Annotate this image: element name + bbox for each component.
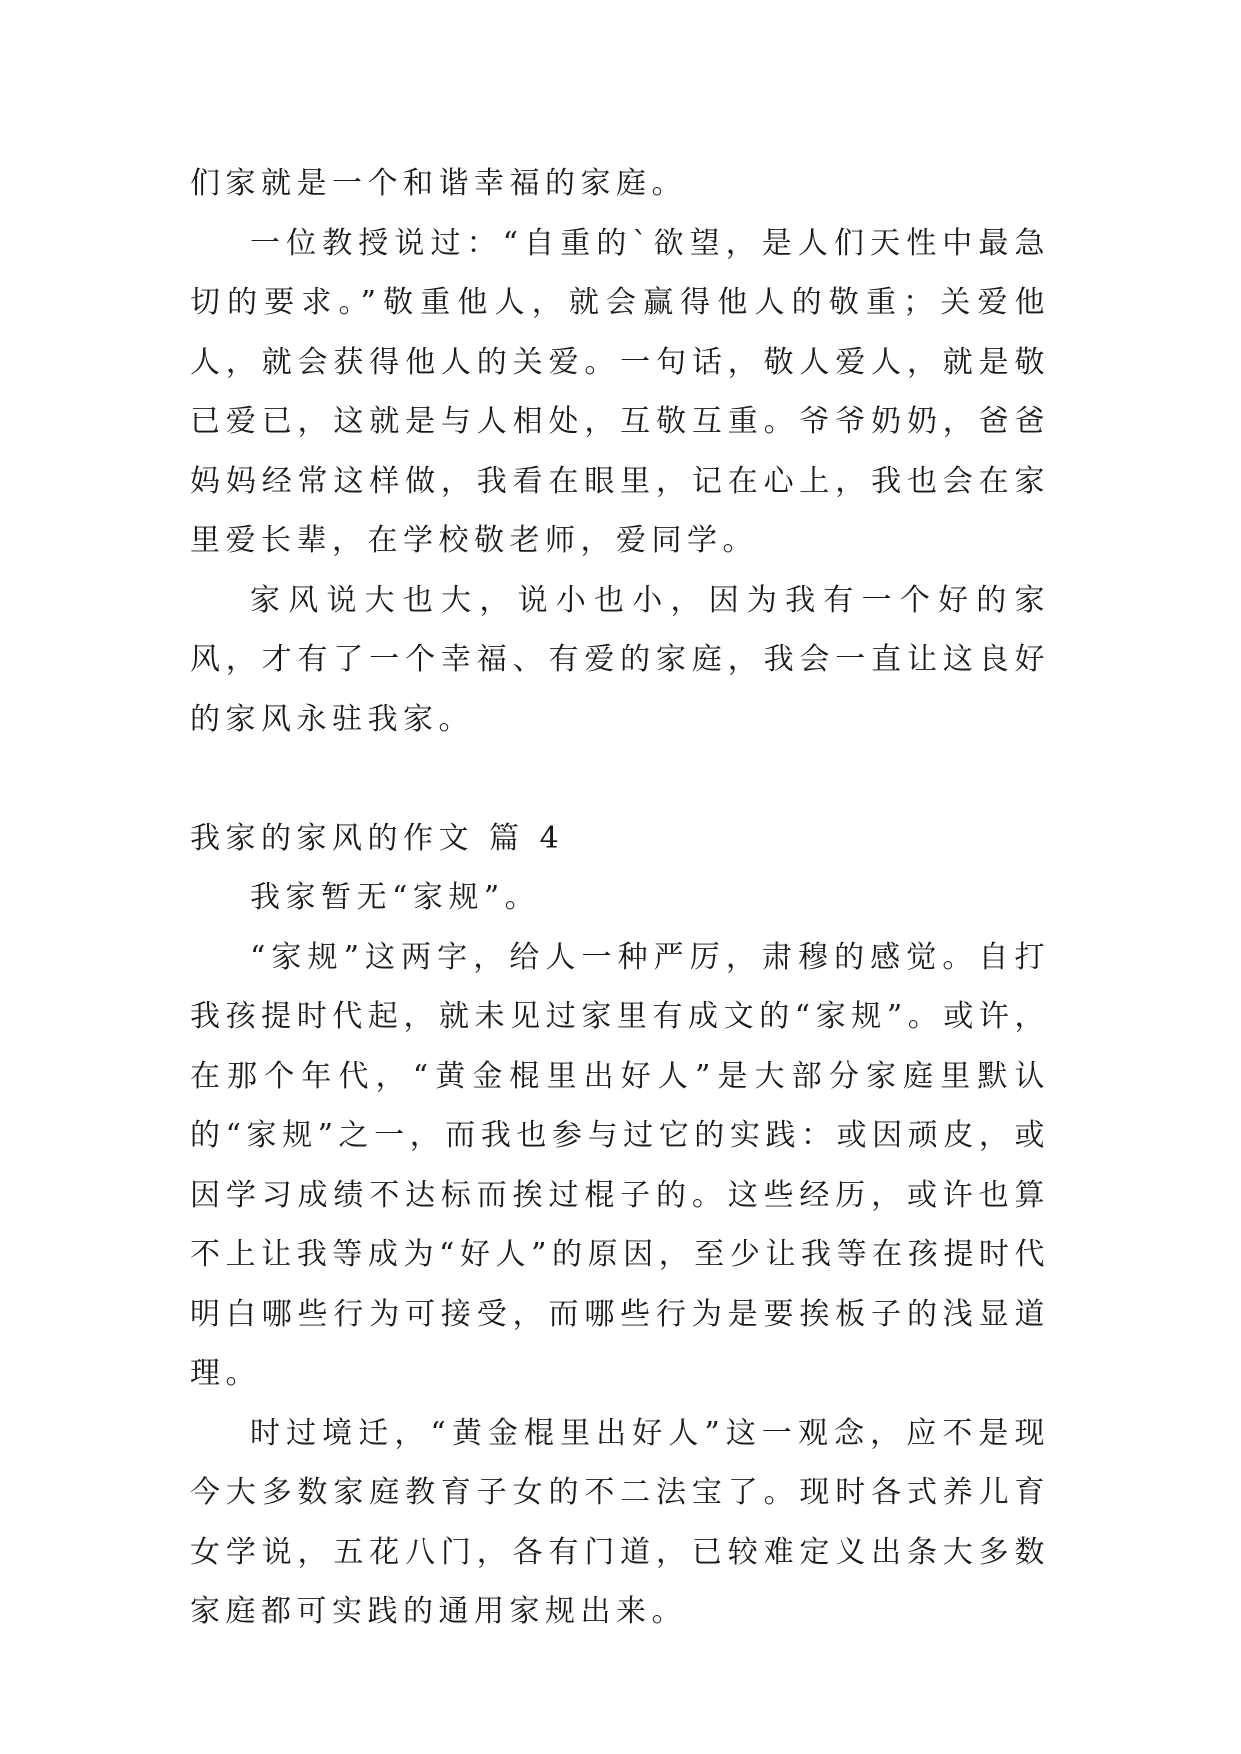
- section-title: 我家的家风的作文 篇 4: [190, 820, 565, 856]
- paragraph-continued: 们家就是一个和谐幸福的家庭。: [190, 166, 687, 201]
- paragraph-professor-quote: 一位教授说过：“自重的`欲望，是人们天性中最急切的要求。”敬重他人，就会赢得他人的敬重；关爱他人，就会获得他人的关爱。一句话，敬人爱人，就是敬已爱已，这就是与人相处，互敬互重。爷爷奶奶，爸爸妈妈经常这样做，我看在眼里，记在心上，我也会在家里爱长辈，在学校敬老师，爱同学。: [190, 225, 1050, 558]
- paragraph-family-style-conclusion: 家风说大也大，说小也小，因为我有一个好的家风，才有了一个幸福、有爱的家庭，我会一直让这良好的家风永驻我家。: [190, 582, 1050, 737]
- document-body: [190, 154, 1050, 1642]
- paragraph-family-rules-meaning: “家规”这两字，给人一种严厉，肃穆的感觉。自打我孩提时代起，就未见过家里有成文的“家规”。或许，在那个年代，“黄金棍里出好人”是大部分家庭里默认的“家规”之一，而我也参与过它的实践：或因顽皮，或因学习成绩不达标而挨过棍子的。这些经历，或许也算不上让我等成为“好人”的原因，至少让我等在孩提时代明白哪些行为可接受，而哪些行为是要挨板子的浅显道理。: [190, 939, 1050, 1391]
- paragraph-no-family-rules: 我家暂无“家规”。: [250, 880, 541, 915]
- paragraph-times-changed: 时过境迁，“黄金棍里出好人”这一观念，应不是现今大多数家庭教育子女的不二法宝了。现时各式养儿育女学说，五花八门，各有门道，已较难定义出条大多数家庭都可实践的通用家规出来。: [190, 1415, 1050, 1629]
